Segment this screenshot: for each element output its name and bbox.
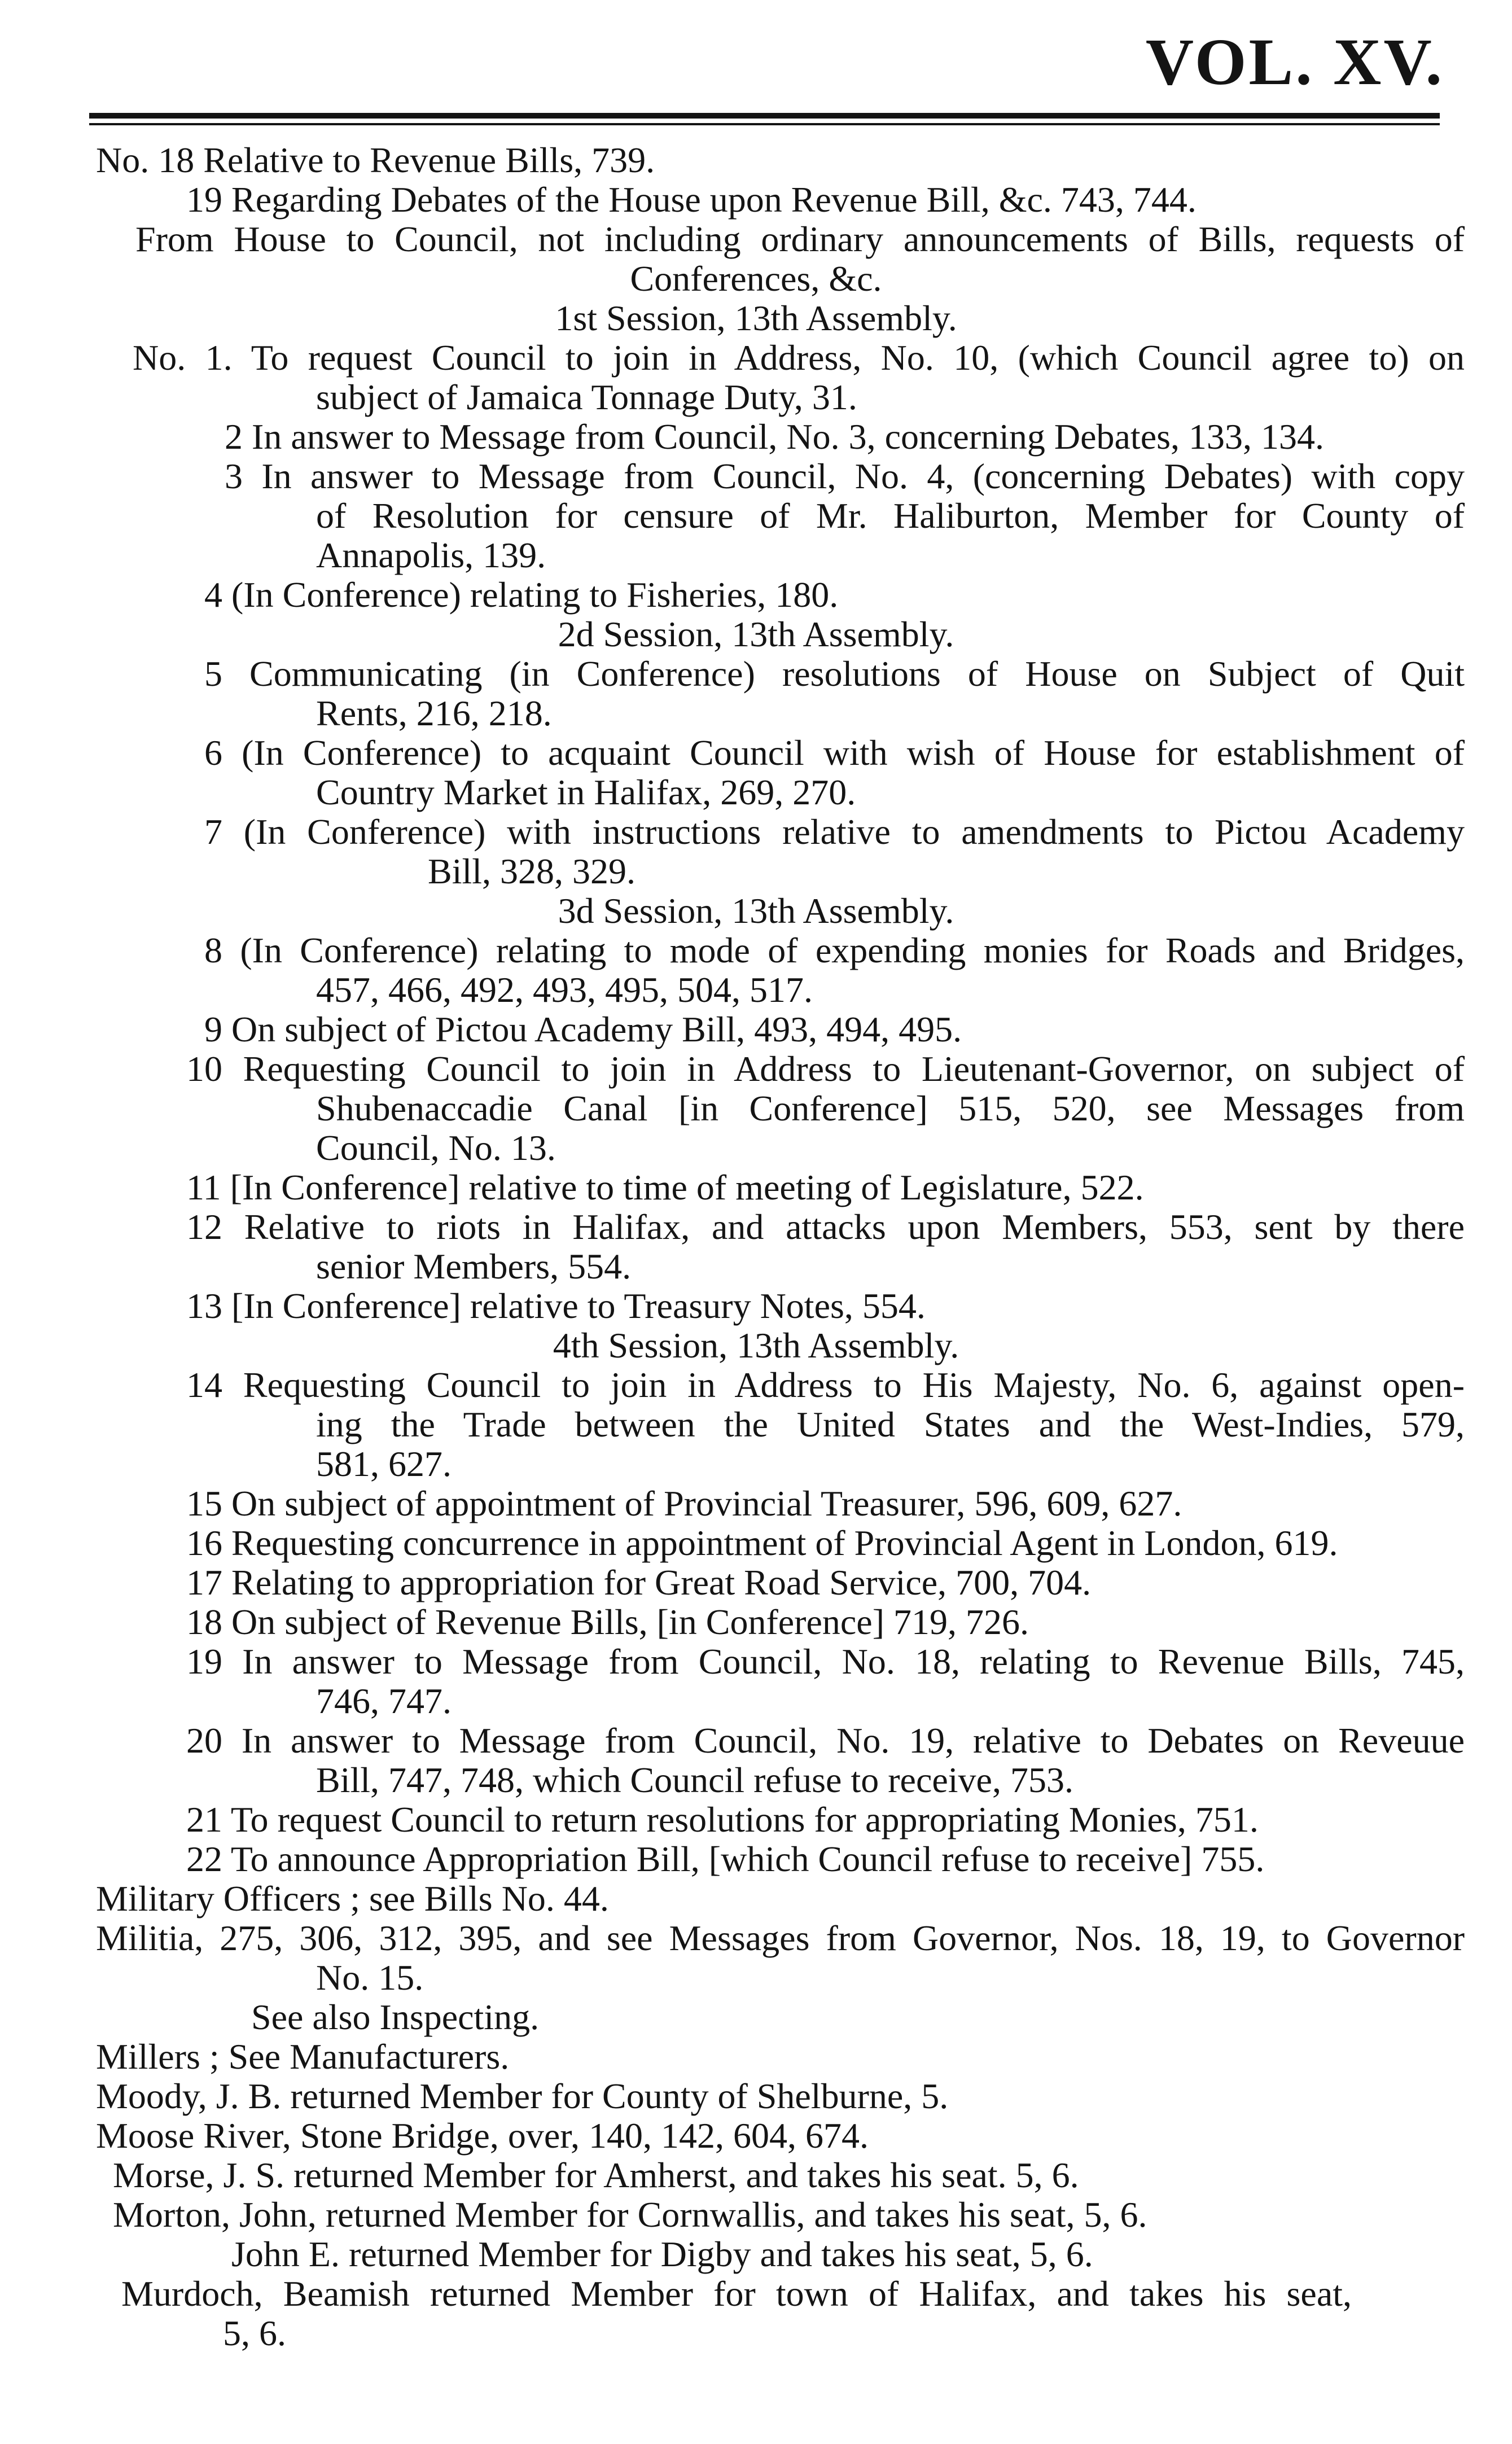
index-line: 15 On subject of appointment of Provincial Treasurer, 596, 609, 627. [186, 1483, 1182, 1523]
index-line: 7 (In Conference) with instructions relative to amendments to Pictou Academy [204, 812, 1465, 852]
session-heading: Conferences, &c. [630, 259, 882, 299]
index-line: Bill, 747, 748, which Council refuse to receive, 753. [316, 1760, 1073, 1800]
index-line: 11 [In Conference] relative to time of meeting of Legislature, 522. [186, 1167, 1144, 1207]
index-line: 14 Requesting Council to join in Address to His Majesty, No. 6, against open- [186, 1365, 1465, 1405]
index-line: 19 In answer to Message from Council, No. 18, relating to Revenue Bills, 745, [186, 1641, 1465, 1681]
index-line: subject of Jamaica Tonnage Duty, 31. [316, 377, 857, 417]
index-line: Moody, J. B. returned Member for County of Shelburne, 5. [96, 2076, 949, 2116]
index-line: Moose River, Stone Bridge, over, 140, 142, 604, 674. [96, 2115, 869, 2156]
index-line: No. 15. [316, 1957, 424, 1998]
index-line: 16 Requesting concurrence in appointment of Provincial Agent in London, 619. [186, 1523, 1338, 1563]
volume-label: VOL. XV. [1145, 25, 1444, 99]
index-line: Rents, 216, 218. [316, 693, 552, 733]
index-line: 19 Regarding Debates of the House upon Revenue Bill, &c. 743, 744. [186, 179, 1197, 220]
session-heading: 4th Session, 13th Assembly. [553, 1325, 959, 1365]
index-line: Bill, 328, 329. [428, 851, 636, 891]
index-line: 746, 747. [316, 1681, 452, 1721]
session-heading: 3d Session, 13th Assembly. [558, 891, 954, 931]
index-line: Country Market in Halifax, 269, 270. [316, 772, 856, 812]
index-line: 17 Relating to appropriation for Great Road Service, 700, 704. [186, 1562, 1092, 1602]
index-line: 8 (In Conference) relating to mode of expending monies for Roads and Bridges, [204, 930, 1465, 970]
index-line: of Resolution for censure of Mr. Haliburton, Member for County of [316, 496, 1465, 536]
index-line: Shubenaccadie Canal [in Conference] 515, 520, see Messages from [316, 1088, 1465, 1128]
index-line: 581, 627. [316, 1444, 452, 1484]
index-line: 5 Communicating (in Conference) resolutions of House on Subject of Quit [204, 654, 1465, 694]
index-line: Annapolis, 139. [316, 535, 546, 575]
index-line: 13 [In Conference] relative to Treasury Notes, 554. [186, 1286, 926, 1326]
index-line: Military Officers ; see Bills No. 44. [96, 1878, 609, 1919]
index-line: Militia, 275, 306, 312, 395, and see Messages from Governor, Nos. 18, 19, to Governor [96, 1918, 1465, 1958]
index-line: John E. returned Member for Digby and takes his seat, 5, 6. [231, 2234, 1093, 2274]
index-line: 5, 6. [223, 2313, 286, 2353]
index-line: 3 In answer to Message from Council, No. 4, (concerning Debates) with copy [225, 456, 1465, 496]
index-line: 4 (In Conference) relating to Fisheries, 180. [204, 575, 839, 615]
index-line: 2 In answer to Message from Council, No. 3, concerning Debates, 133, 134. [225, 417, 1324, 457]
index-line: senior Members, 554. [316, 1246, 632, 1286]
header-rule-thin [89, 123, 1440, 125]
index-line: 457, 466, 492, 493, 495, 504, 517. [316, 970, 813, 1010]
index-line: 21 To request Council to return resolutions for appropriating Monies, 751. [186, 1799, 1259, 1839]
index-line: See also Inspecting. [251, 1997, 540, 2037]
index-line: Council, No. 13. [316, 1128, 556, 1168]
index-line: 22 To announce Appropriation Bill, [which Council refuse to receive] 755. [186, 1839, 1265, 1879]
session-heading: 2d Session, 13th Assembly. [558, 614, 954, 654]
index-line: No. 1. To request Council to join in Address, No. 10, (which Council agree to) on [133, 338, 1465, 378]
page-header [0, 0, 1512, 124]
header-rule-thick [89, 113, 1440, 119]
index-line: ing the Trade between the United States and the West-Indies, 579, [316, 1404, 1465, 1444]
index-line: 20 In answer to Message from Council, No. 19, relative to Debates on Reveuue [186, 1720, 1465, 1760]
index-line: 6 (In Conference) to acquaint Council with wish of House for establishment of [204, 733, 1465, 773]
index-line: From House to Council, not including ordinary announcements of Bills, requests of [135, 219, 1465, 259]
index-line: Morton, John, returned Member for Cornwallis, and takes his seat, 5, 6. [113, 2195, 1147, 2235]
session-heading: 1st Session, 13th Assembly. [555, 298, 957, 338]
index-line: Murdoch, Beamish returned Member for town of Halifax, and takes his seat, [121, 2274, 1352, 2314]
index-line: 12 Relative to riots in Halifax, and attacks upon Members, 553, sent by there [186, 1207, 1465, 1247]
index-line: 10 Requesting Council to join in Address to Lieutenant-Governor, on subject of [186, 1049, 1465, 1089]
index-line: No. 18 Relative to Revenue Bills, 739. [96, 140, 655, 180]
index-line: Millers ; See Manufacturers. [96, 2036, 510, 2077]
index-line: Morse, J. S. returned Member for Amherst, and takes his seat. 5, 6. [113, 2155, 1079, 2195]
index-line: 9 On subject of Pictou Academy Bill, 493, 494, 495. [204, 1009, 962, 1049]
index-line: 18 On subject of Revenue Bills, [in Conference] 719, 726. [186, 1602, 1029, 1642]
